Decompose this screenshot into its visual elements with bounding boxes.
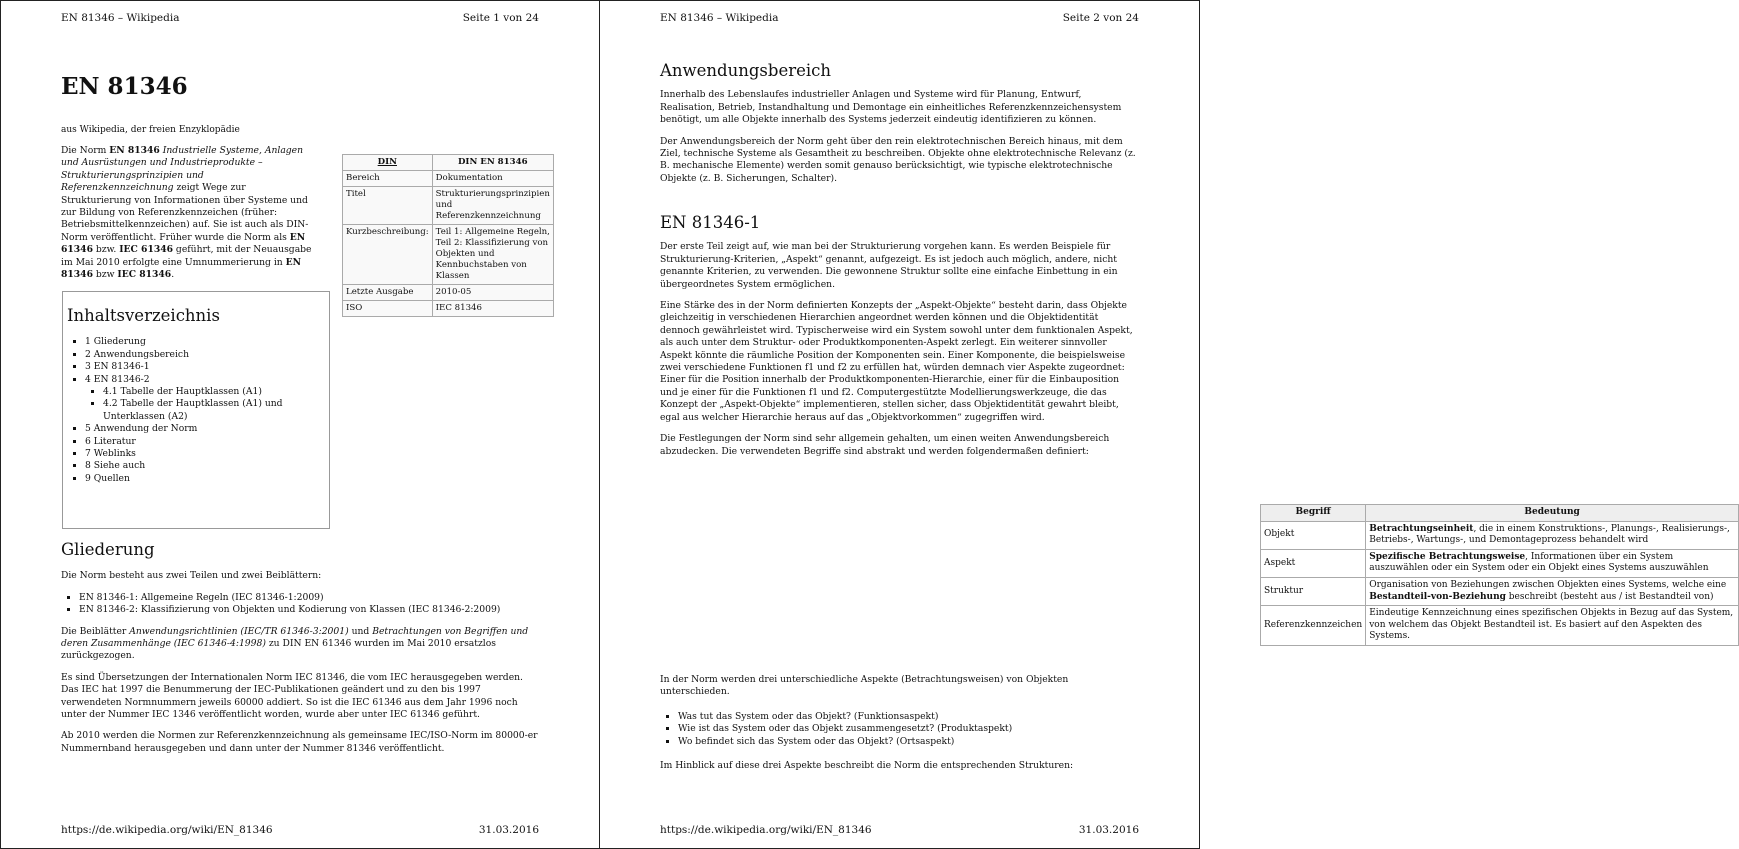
parts-list	[61, 592, 539, 617]
article-title: EN 81346	[61, 73, 188, 100]
section-heading: Gliederung	[61, 540, 155, 559]
paragraph: Der erste Teil zeigt auf, wie man bei der Strukturierung vorgehen kann. Es werden Beispiele für Strukturierung-Kriterien, „Aspekt“ genannt, aufgezeigt. Es ist jedoch auch möglich, andere, nicht genannte Kriterien, zu verwenden. Die gewonnene Struktur sollte eine einfache Einbettung in ein übergeordnetes System ermöglichen.	[660, 241, 1118, 290]
toc-subitem[interactable]: ▪ 4.1 Tabelle der Hauptklassen (A1)	[103, 386, 325, 398]
paragraph: Der Anwendungsbereich der Norm geht über den rein elektrotechnischen Bereich hinaus, mit dem Ziel, technische Systeme als Gesamtheit zu beschreiben. Objekte ohne elektrotechnische Relevanz (z. B. mechanische Elemente) werden somit genauso berücksichtigt, wie typische elektrotechnische Objekte (z. B. Sicherungen, Schalter).	[660, 135, 1136, 184]
article-subtitle: aus Wikipedia, der freien Enzyklopädie	[61, 125, 240, 135]
table-row: Objekt Betrachtungseinheit, die in einem Konstruktions-, Planungs-, Realisierungs-, Betriebs-, Wartungs-, und Demontageprozess behandelt wird	[1261, 521, 1739, 549]
page-footer-date: 31.03.2016	[478, 824, 539, 836]
table-header: Begriff	[1261, 505, 1366, 522]
toc-item[interactable]: ▪ 1 Gliederung	[85, 336, 325, 348]
list-item: ▪ Was tut das System oder das Objekt? (Funktionsaspekt)	[678, 711, 1139, 723]
paragraph: Innerhalb des Lebenslaufes industrieller Anlagen und Systeme wird für Planung, Entwurf, Realisation, Betrieb, Instandhaltung und Demontage ein einheitliches Referenzkennzeichensystem benötigt, um alle Objekte innerhalb des Systems jederzeit eindeutig identifizieren zu können.	[660, 89, 1122, 126]
infobox-row: Kurzbeschreibung: Teil 1: Allgemeine Regeln, Teil 2: Klassifizierung von Objekten und Kennbuchstaben von Klassen	[343, 225, 554, 285]
toc-item-label[interactable]: 4 EN 81346-2	[85, 373, 150, 385]
paragraph: Eine Stärke des in der Norm definierten Konzepts der „Aspekt-Objekte“ besteht darin, dass Objekte gleichzeitig in verschiedenen Hierarchien angeordnet werden können und die Objektidentität dennoch gewährleistet wird. Typischerweise wird ein System sowohl unter dem funktionalen Aspekt, als auch unter dem Struktur- oder Produktkomponenten-Aspekt zerlegt. Ein weiterer sinnvoller Aspekt könnte die räumliche Position der Komponenten sein. Einer Komponente, die beispielsweise zwei verschiedene Funktionen f1 und f2 zu erfüllen hat, würden demnach vier Aspekte zugeordnet: Einer für die Position innerhalb der Produktkomponenten-Hierarchie, einer für die Einbauposition und je einer für die Funktionen f1 und f2. Computergestützte Modellierungswerkzeuge, die das Konzept der „Aspekt-Objekte“ implementieren, stellen sicher, dass Objektidentität gewahrt bleibt, egal aus welcher Hierarchie heraus auf das „Objektvorkommen“ zugegriffen wird.	[660, 300, 1133, 423]
toc-item[interactable]: ▪ 3 EN 81346-1	[85, 361, 325, 373]
toc-item[interactable]: ▪ 2 Anwendungsbereich	[85, 349, 325, 361]
paragraph: Ab 2010 werden die Normen zur Referenzkennzeichnung als gemeinsame IEC/ISO-Norm im 80000-er Nummernband herausgegeben und dann unter der Nummer 81346 veröffentlicht.	[61, 730, 538, 754]
list-item: ▪ Wo befindet sich das System oder das Objekt? (Ortsaspekt)	[678, 736, 1139, 748]
page-footer-date: 31.03.2016	[1078, 824, 1139, 836]
toc-item[interactable]: ▪ 6 Literatur	[85, 436, 325, 448]
page-header-title: EN 81346 – Wikipedia	[660, 12, 779, 24]
toc-item[interactable]: ▪ 5 Anwendung der Norm	[85, 423, 325, 435]
infobox-title: DIN EN 81346	[432, 155, 553, 171]
list-item: ▪ EN 81346-2: Klassifizierung von Objekten und Kodierung von Klassen (IEC 81346-2:2009)	[79, 604, 539, 616]
infobox	[342, 154, 554, 317]
page-2	[600, 0, 1734, 849]
section-heading: EN 81346-1	[660, 213, 761, 232]
table-row: Referenzkennzeichen Eindeutige Kennzeichnung eines spezifischen Objekts in Bezug auf das System, von welchem das Objekt Bestandteil ist. Es basiert auf den Aspekten des Systems.	[1261, 606, 1739, 646]
infobox-row: ISO IEC 81346	[343, 301, 554, 317]
definitions-table	[1260, 504, 1739, 646]
table-header: Bedeutung	[1366, 505, 1739, 522]
aspects-list	[660, 711, 1139, 748]
page-footer-url: https://de.wikipedia.org/wiki/EN_81346	[61, 824, 273, 836]
intro-paragraph: Die Norm EN 81346 Industrielle Systeme, Anlagen und Ausrüstungen und Industrieprodukte – Strukturierungsprinzipien und Referenzkennzeichnung zeigt Wege zur Strukturierung von Informationen über Systeme und zur Bildung von Referenzkennzeichen (früher: Betriebsmittelkennzeichen) auf. Sie ist auch als DIN-Norm veröffentlicht. Früher wurde die Norm als EN 61346 bzw. IEC 61346 geführt, mit der Neuausgabe im Mai 2010 erfolgte eine Umnummerierung in EN 81346 bzw IEC 81346.	[61, 145, 312, 281]
table-row: Aspekt Spezifische Betrachtungsweise, Informationen über ein System auszuwählen oder ein System oder ein Objekt eines Systems auszuwählen	[1261, 549, 1739, 577]
toc-item[interactable]: ▪ 7 Weblinks	[85, 448, 325, 460]
section-heading: Anwendungsbereich	[660, 61, 832, 80]
paragraph: Es sind Übersetzungen der Internationalen Norm IEC 81346, die vom IEC herausgegeben werden. Das IEC hat 1997 die Benummerung der IEC-Publikationen geändert und zu den bis 1997 verwendeten Normnummern jeweils 60000 addiert. So ist die IEC 61346 aus dem Jahr 1996 noch unter der Nummer IEC 1346 veröffentlicht worden, wurde aber unter IEC 61346 geführt.	[61, 671, 523, 721]
page-header-title: EN 81346 – Wikipedia	[61, 12, 180, 24]
toc-item[interactable]: ▪ 9 Quellen	[85, 473, 325, 485]
page-footer-url: https://de.wikipedia.org/wiki/EN_81346	[660, 824, 872, 836]
toc-item	[85, 374, 325, 424]
page-header-number: Seite 1 von 24	[462, 12, 539, 24]
page-1	[0, 0, 600, 849]
paragraph: Die Festlegungen der Norm sind sehr allgemein gehalten, um einen weiten Anwendungsbereich abzudecken. Die verwendeten Begriffe sind abstrakt und werden folgendermaßen definiert:	[660, 433, 1110, 457]
toc-subitem[interactable]: ▪ 4.2 Tabelle der Hauptklassen (A1) und Unterklassen (A2)	[103, 398, 325, 423]
paragraph: Die Beiblätter Anwendungsrichtlinien (IEC/TR 61346-3:2001) und Betrachtungen von Begriffen und deren Zusammenhänge (IEC 61346-4:1998) zu DIN EN 61346 wurden im Mai 2010 ersatzlos zurückgezogen.	[61, 625, 529, 662]
toc-item[interactable]: ▪ 8 Siehe auch	[85, 460, 325, 472]
paragraph: Im Hinblick auf diese drei Aspekte beschreibt die Norm die entsprechenden Strukturen:	[660, 760, 1074, 772]
section-aspects	[660, 674, 1139, 781]
infobox-row: Titel Strukturierungsprinzipien und Referenzkennzeichnung	[343, 187, 554, 225]
list-item: ▪ EN 81346-1: Allgemeine Regeln (IEC 81346-1:2009)	[79, 592, 539, 604]
section-gliederung	[61, 540, 539, 764]
paragraph: Die Norm besteht aus zwei Teilen und zwei Beiblättern:	[61, 570, 322, 582]
section-anwendungsbereich	[660, 61, 1139, 194]
list-item: ▪ Wie ist das System oder das Objekt zusammengesetzt? (Produktaspekt)	[678, 723, 1139, 735]
infobox-din-link[interactable]: DIN	[377, 157, 397, 167]
section-en-81346-1	[660, 213, 1139, 467]
table-of-contents	[62, 291, 330, 529]
paragraph: In der Norm werden drei unterschiedliche Aspekte (Betrachtungsweisen) von Objekten unterschieden.	[660, 674, 1069, 698]
article-title-block	[61, 73, 539, 100]
table-row: Struktur Organisation von Beziehungen zwischen Objekten eines Systems, welche eine Bestandteil-von-Beziehung beschreibt (besteht aus / ist Bestandteil von)	[1261, 577, 1739, 605]
infobox-row: Letzte Ausgabe 2010-05	[343, 285, 554, 301]
page-header-number: Seite 2 von 24	[1062, 12, 1139, 24]
toc-list	[67, 336, 325, 485]
toc-title: Inhaltsverzeichnis	[67, 306, 220, 325]
infobox-row: Bereich Dokumentation	[343, 171, 554, 187]
